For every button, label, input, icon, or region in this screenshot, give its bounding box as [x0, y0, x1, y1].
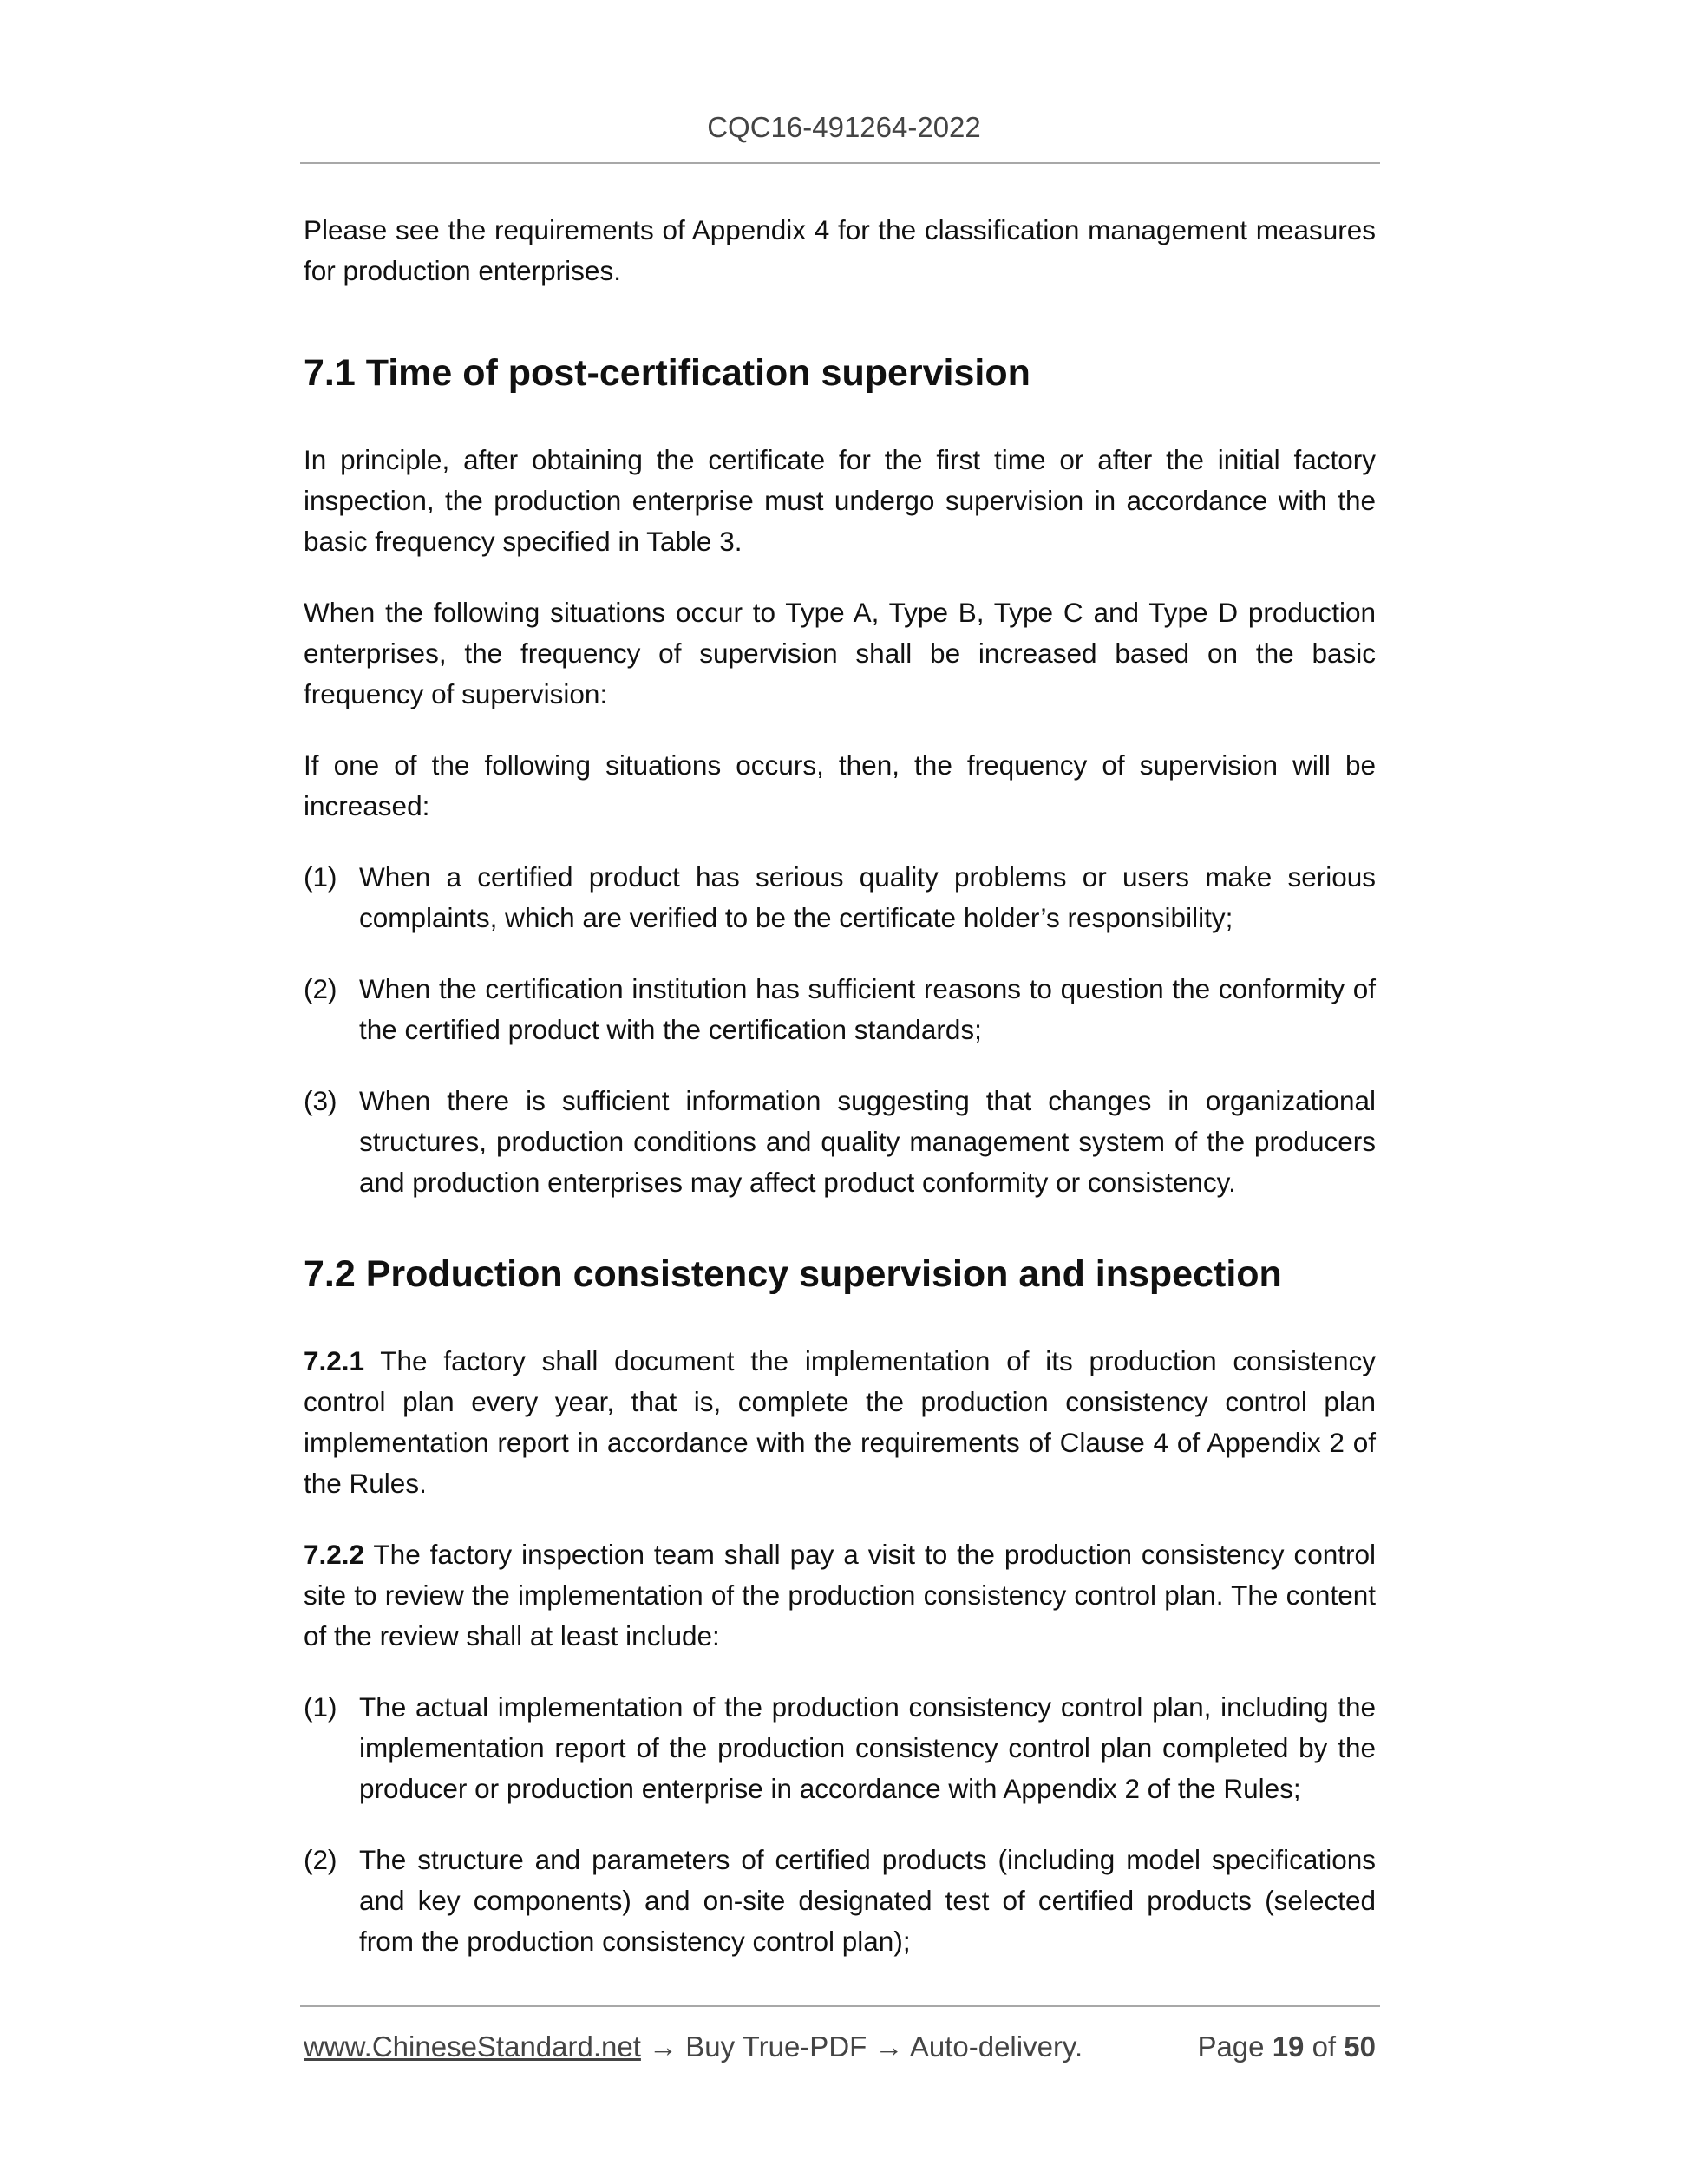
footer-divider — [300, 2005, 1380, 2007]
page-number — [1197, 2026, 1376, 2068]
page-footer — [304, 2026, 1376, 2068]
list-item-number: (1) — [304, 861, 337, 893]
arrow-right-icon: → — [649, 2030, 678, 2063]
page-label: Page — [1197, 2030, 1265, 2063]
clause-7-2-2-number: 7.2.2 — [304, 1539, 365, 1570]
page-current: 19 — [1272, 2030, 1305, 2063]
section-7-1-heading: 7.1 Time of post-certification supervision — [304, 352, 1030, 394]
header-divider — [300, 162, 1380, 164]
list-item-number: (2) — [304, 1844, 337, 1875]
clause-7-2-1-text: The factory shall document the implementation of its production consistency control plan every year, that is, complete the production consistency control plan implementation report in accordance with the requirements of Clause 4 of Appendix 2 of the Rules. — [304, 1345, 1376, 1499]
list-item — [304, 1081, 1376, 1203]
page-content — [304, 210, 1376, 1962]
list-item — [304, 969, 1376, 1050]
section-7-2-heading: 7.2 Production consistency supervision and inspection — [304, 1253, 1282, 1295]
footer-promo — [304, 2026, 1083, 2068]
list-item-text: When there is sufficient information suggesting that changes in organizational structures, production conditions and quality management system of the producers and production enterprises may affect product conformity or consistency. — [359, 1085, 1376, 1198]
section-7-1-paragraph-1: In principle, after obtaining the certificate for the first time or after the initial factory inspection, the production enterprise must undergo supervision in accordance with the basic frequency specified in Table 3. — [304, 444, 1376, 557]
list-item-number: (3) — [304, 1085, 337, 1116]
intro-paragraph: Please see the requirements of Appendix 4 for the classification management measures for production enterprises. — [304, 214, 1376, 286]
section-7-1-paragraph-3: If one of the following situations occurs, then, the frequency of supervision will be increased: — [304, 749, 1376, 821]
clause-7-2-2-text: The factory inspection team shall pay a visit to the production consistency control site to review the implementation of the production consistency control plan. The content of the review shall at least include: — [304, 1539, 1376, 1651]
list-item-text: The structure and parameters of certified products (including model specifications and key components) and on-site designated test of certified products (selected from the production consistency control plan); — [359, 1844, 1376, 1957]
document-code-header: CQC16-491264-2022 — [707, 111, 981, 143]
chinesestandard-link[interactable]: www.ChineseStandard.net — [304, 2030, 641, 2063]
clause-7-2-1-number: 7.2.1 — [304, 1345, 365, 1376]
clause-7-2-2 — [304, 1534, 1376, 1657]
list-item-text: When a certified product has serious quality problems or users make serious complaints, which are verified to be the certificate holder’s responsibility; — [359, 861, 1376, 933]
buy-true-pdf-text: Buy True-PDF — [685, 2030, 867, 2063]
list-item-text: When the certification institution has sufficient reasons to question the conformity of the certified product with the certification standards; — [359, 973, 1376, 1045]
list-item-text: The actual implementation of the production consistency control plan, including the implementation report of the production consistency control plan completed by the producer or production enterprise in accordance with Appendix 2 of the Rules; — [359, 1691, 1376, 1804]
clause-7-2-1 — [304, 1341, 1376, 1504]
list-item — [304, 1687, 1376, 1809]
section-7-1-paragraph-2: When the following situations occur to Type A, Type B, Type C and Type D production enterprises, the frequency of supervision shall be increased based on the basic frequency of supervision: — [304, 597, 1376, 709]
list-item — [304, 1840, 1376, 1962]
list-item-number: (1) — [304, 1691, 337, 1723]
page-of-label: of — [1312, 2030, 1337, 2063]
list-item — [304, 857, 1376, 938]
auto-delivery-text: Auto-delivery. — [909, 2030, 1083, 2063]
arrow-right-icon: → — [874, 2030, 904, 2063]
page-total: 50 — [1344, 2030, 1376, 2063]
list-item-number: (2) — [304, 973, 337, 1004]
